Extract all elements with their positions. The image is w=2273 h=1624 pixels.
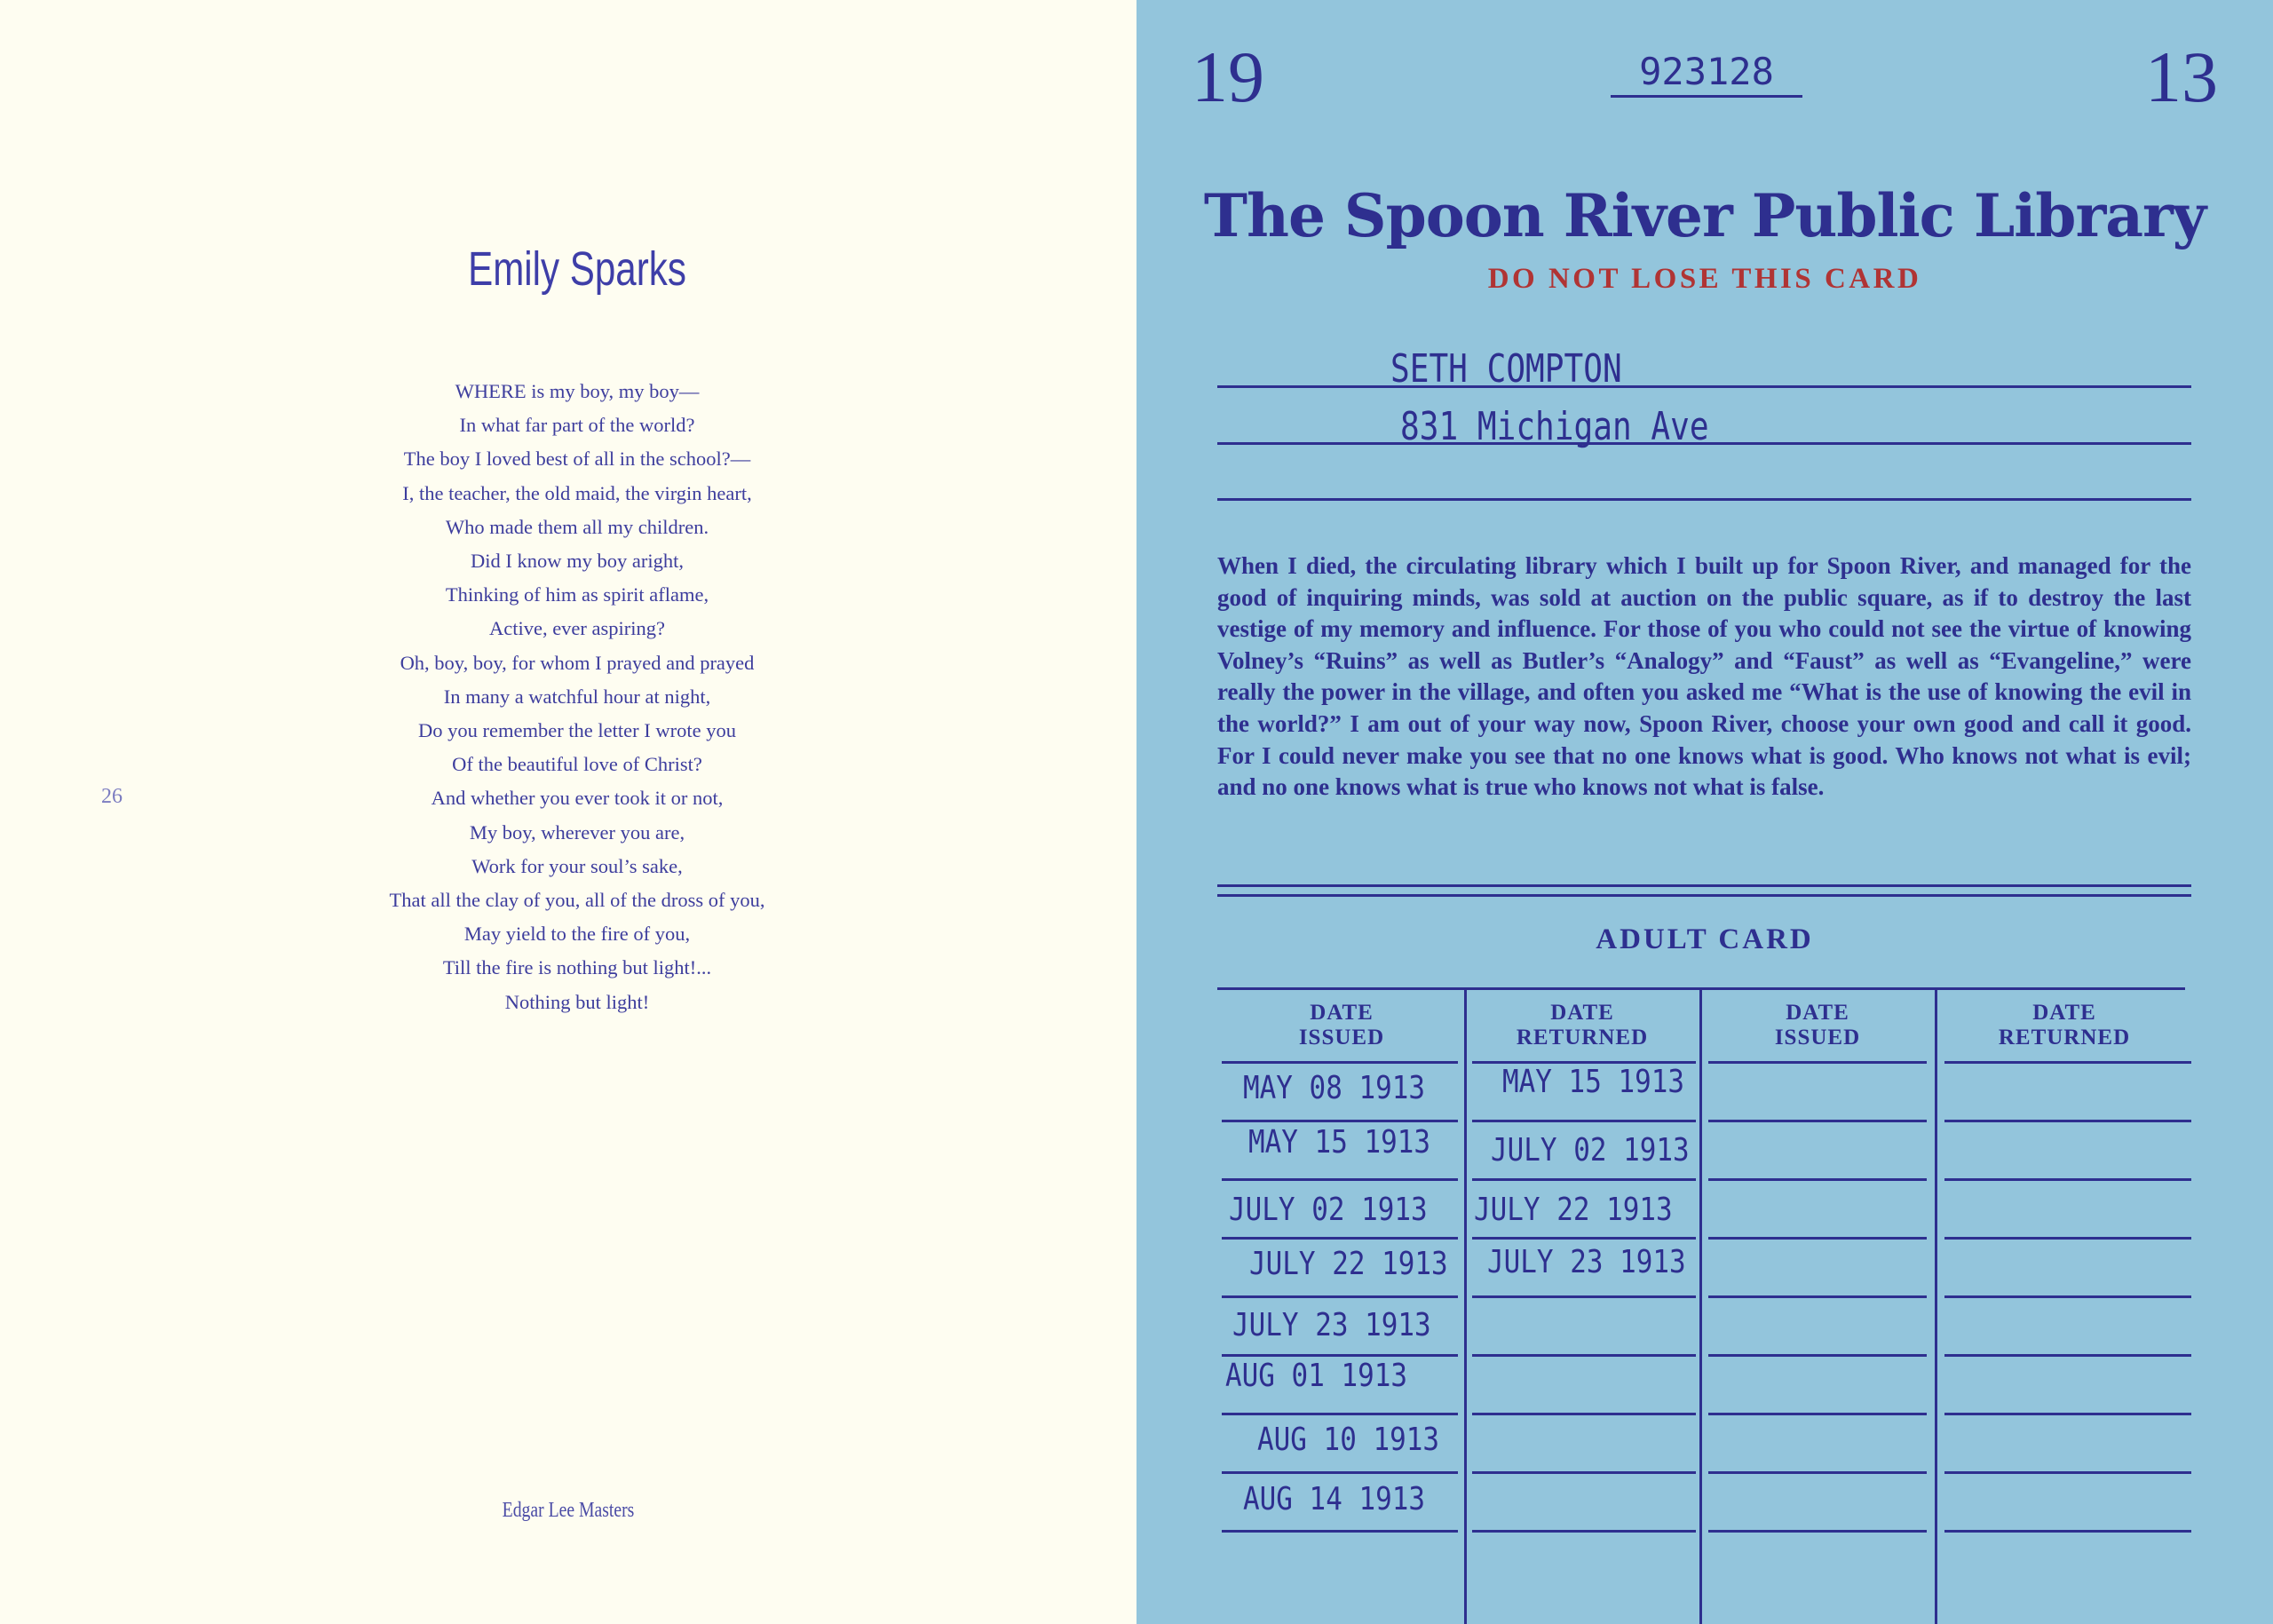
poem-line: Who made them all my children. <box>445 515 709 538</box>
poem-title: Emily Sparks <box>468 242 686 296</box>
date-issued-entry: AUG 10 1913 <box>1257 1422 1440 1458</box>
date-issued-entry: AUG 01 1913 <box>1225 1358 1408 1394</box>
table-row-line <box>1708 1120 1927 1122</box>
column-header-date-returned <box>1467 1001 1698 1050</box>
date-issued-entry: AUG 14 1913 <box>1243 1481 1426 1517</box>
date-issued-entry: JULY 23 1913 <box>1232 1307 1431 1343</box>
poem-line: Thinking of him as spirit aflame, <box>445 583 709 606</box>
poem-line: The boy I loved best of all in the school?— <box>403 448 751 471</box>
column-header-date-returned <box>1937 1001 2191 1050</box>
table-row-line <box>1708 1295 1927 1298</box>
poem-line: Of the beautiful love of Christ? <box>452 753 702 776</box>
column-header-date-issued <box>1702 1001 1933 1050</box>
patron-address: 831 Michigan Ave <box>1400 404 1709 449</box>
blank-rule <box>1217 498 2191 501</box>
column-header-date-issued <box>1222 1001 1461 1050</box>
table-row-line <box>1708 1530 1927 1533</box>
column-header-line: DATE <box>2032 1001 2096 1025</box>
date-returned-entry: MAY 15 1913 <box>1502 1064 1685 1100</box>
poem-line: My boy, wherever you are, <box>469 820 685 844</box>
date-issued-entry: MAY 15 1913 <box>1248 1124 1431 1161</box>
date-issued-entry: JULY 02 1913 <box>1229 1192 1428 1228</box>
date-returned-entry: JULY 22 1913 <box>1474 1192 1673 1228</box>
column-header-line: RETURNED <box>1998 1026 2131 1050</box>
poem-line: Till the fire is nothing but light!... <box>442 956 712 979</box>
table-row-line <box>1944 1178 2191 1181</box>
table-row-line <box>1472 1530 1696 1533</box>
table-row-line <box>1708 1061 1927 1064</box>
poem-line: Work for your soul’s sake, <box>471 854 683 877</box>
table-row-line <box>1472 1120 1696 1122</box>
library-card <box>1136 0 2273 1624</box>
table-row-line <box>1944 1295 2191 1298</box>
date-issued-entry: JULY 22 1913 <box>1249 1246 1448 1282</box>
corner-number-left: 19 <box>1192 36 1264 117</box>
card-number: 923128 <box>1611 50 1802 98</box>
poem-line: WHERE is my boy, my boy— <box>455 380 700 402</box>
poem-line: And whether you ever took it or not, <box>431 787 724 810</box>
poem-line: May yield to the fire of you, <box>463 923 691 946</box>
table-row-line <box>1222 1061 1458 1064</box>
table-row-line <box>1222 1471 1458 1474</box>
page-number: 26 <box>101 785 123 808</box>
date-returned-entry: JULY 23 1913 <box>1487 1244 1686 1280</box>
table-row-line <box>1472 1413 1696 1415</box>
table-row-line <box>1222 1413 1458 1415</box>
table-row-line <box>1944 1354 2191 1357</box>
date-issued-entry: MAY 08 1913 <box>1243 1070 1426 1106</box>
column-header-line: DATE <box>1786 1001 1849 1025</box>
table-row-line <box>1222 1120 1458 1122</box>
table-row-line <box>1472 1295 1696 1298</box>
poem-line: Do you remember the letter I wrote you <box>417 719 736 742</box>
patron-name: SETH COMPTON <box>1390 346 1622 392</box>
card-warning: DO NOT LOSE THIS CARD <box>1487 263 1922 295</box>
table-row-line <box>1708 1413 1927 1415</box>
poem-line: That all the clay of you, all of the dross of you, <box>389 889 765 912</box>
double-rule-top <box>1217 884 2191 887</box>
poem-line: Nothing but light! <box>504 990 650 1013</box>
table-row-line <box>1708 1178 1927 1181</box>
table-row-line <box>1708 1237 1927 1240</box>
card-type: ADULT CARD <box>1596 923 1814 955</box>
table-row-line <box>1222 1237 1458 1240</box>
table-row-line <box>1944 1530 2191 1533</box>
table-row-line <box>1944 1471 2191 1474</box>
column-header-line: RETURNED <box>1516 1026 1649 1050</box>
poem-line: In what far part of the world? <box>459 414 695 437</box>
epitaph-text: When I died, the circulating library which I built up for Spoon River, and managed for the good of inquiring minds, was sold at auction on the public square, as if to destroy the last vestige of my memory and influence. For those of you who could not see the virtue of knowing Volney’s “Ruins” as well as Butler’s “Analogy” and “Faust” as well as “Evangeline,” were really the power in the village, and often you asked me “What is the use of knowing the evil in the world?” I am out of your way now, Spoon River, choose your own good and call it good. For I could never make you see that no one knows what is good. Who knows not what is evil; and no one knows what is true who knows not what is false. <box>1217 552 2191 801</box>
table-row-line <box>1472 1237 1696 1240</box>
column-divider <box>1464 988 1467 1624</box>
column-header-line: ISSUED <box>1774 1026 1861 1050</box>
table-row-line <box>1222 1354 1458 1357</box>
table-row-line <box>1944 1413 2191 1415</box>
table-row-line <box>1222 1530 1458 1533</box>
poem-line: In many a watchful hour at night, <box>443 685 711 708</box>
column-header-line: DATE <box>1310 1001 1374 1025</box>
double-rule-bottom <box>1217 894 2191 897</box>
date-returned-entry: JULY 02 1913 <box>1491 1132 1690 1168</box>
table-row-line <box>1944 1237 2191 1240</box>
table-row-line <box>1944 1120 2191 1122</box>
column-divider <box>1699 988 1702 1624</box>
left-page <box>0 0 1136 1624</box>
column-header-line: DATE <box>1550 1001 1614 1025</box>
table-row-line <box>1222 1295 1458 1298</box>
column-header-line: ISSUED <box>1298 1026 1385 1050</box>
name-rule <box>1217 385 2191 388</box>
table-row-line <box>1472 1354 1696 1357</box>
table-row-line <box>1944 1061 2191 1064</box>
library-name: The Spoon River Public Library <box>1203 181 2206 250</box>
corner-number-right: 13 <box>2145 36 2218 117</box>
author-name: Edgar Lee Masters <box>502 1499 635 1522</box>
poem-line: Active, ever aspiring? <box>488 617 666 640</box>
poem-line: Oh, boy, boy, for whom I prayed and prayed <box>400 651 755 674</box>
table-row-line <box>1472 1178 1696 1181</box>
column-divider <box>1935 988 1937 1624</box>
poem-body <box>0 375 1154 1019</box>
poem-line: Did I know my boy aright, <box>471 550 684 573</box>
table-row-line <box>1708 1471 1927 1474</box>
table-row-line <box>1472 1471 1696 1474</box>
address-rule <box>1217 442 2191 445</box>
table-row-line <box>1708 1354 1927 1357</box>
table-row-line <box>1222 1178 1458 1181</box>
poem-line: I, the teacher, the old maid, the virgin heart, <box>402 481 752 504</box>
